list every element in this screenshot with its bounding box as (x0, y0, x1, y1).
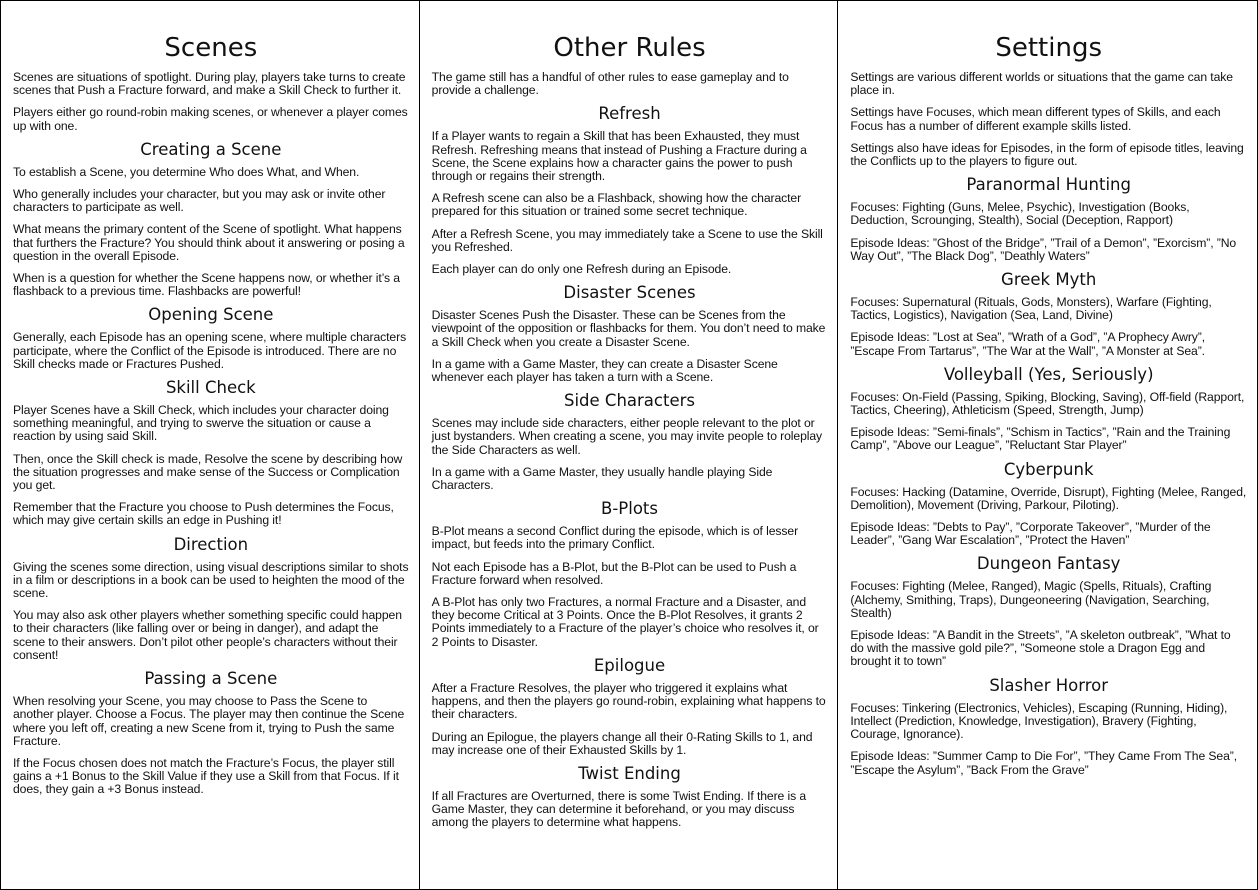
section-heading: Paranormal Hunting (966, 175, 1131, 195)
intro (13, 71, 409, 133)
paragraph: Settings also have ideas for Episodes, in the form of episode titles, leaving the Conflicts up to the players to figure out. (850, 140, 1244, 169)
section-heading: Skill Check (165, 378, 256, 398)
paragraph: If the Focus chosen does not match the Fracture’s Focus, the player still gains a +1 Bonus to the Skill Value if they use a Skill from that Focus. If it does, they gain a +3 Bonus instead. (13, 755, 399, 797)
paragraph: To establish a Scene, you determine Who does What, and When. (13, 164, 360, 179)
paragraph: Focuses: Supernatural (Rituals, Gods, Monsters), Warfare (Fighting, Tactics, Logistics), Navigation (Sea, Land, Divine) (850, 295, 1212, 323)
column-title: Settings (995, 33, 1102, 63)
column-title: Other Rules (553, 33, 706, 63)
paragraph: Scenes may include side characters, either people relevant to the plot or just bystanders. When creating a scene, you may invite people to roleplay the Side Characters as well. (431, 416, 823, 457)
paragraph: Focuses: Hacking (Datamine, Override, Disrupt), Fighting (Melee, Ranged, Demolition), Movement (Driving, Parkour, Piloting). (850, 484, 1247, 512)
paragraph: When is a question for whether the Scene happens now, or whether it’s a flashback to a previous time. Flashbacks are powerful! (13, 271, 400, 299)
column-title: Scenes (164, 33, 258, 63)
paragraph: Settings are various different worlds or situations that the game can take place in. (850, 70, 1233, 98)
section-heading: Side Characters (564, 391, 695, 411)
paragraph: Focuses: On-Field (Passing, Spiking, Blocking, Saving), Off-field (Rapport, Tactics, Cheering), Athleticism (Speed, Strength, Jump) (850, 389, 1245, 418)
paragraph: Episode Ideas: ”Debts to Pay”, ”Corporate Takeover”, ”Murder of the Leader”, ”Gang War Escalation”, ”Protect the Haven” (850, 520, 1211, 548)
section-heading: Greek Myth (1001, 270, 1097, 290)
column-other-rules (420, 1, 839, 889)
paragraph: Generally, each Episode has an opening scene, where multiple characters participate, where the Conflict of the Episode is introduced. There are no Skill checks made or Fractures Pushed. (13, 330, 407, 371)
paragraph: Who generally includes your character, but you may ask or invite other characters to participate as well. (13, 187, 386, 215)
paragraph: If all Fractures are Overturned, there is some Twist Ending. If there is a Game Master, they can determine it beforehand, or you may discuss among the players to determine what happens. (431, 788, 807, 830)
paragraph: Giving the scenes some direction, using visual descriptions similar to shots in a film or descriptions in a book can be used to heighten the mood of the scene. (13, 559, 409, 601)
paragraph: Focuses: Fighting (Melee, Ranged), Magic (Spells, Rituals), Crafting (Alchemy, Smithing, Traps), Dungeoneering (Navigation, Searching, Stealth) (850, 579, 1212, 620)
column-settings (838, 1, 1257, 889)
paragraph: Episode Ideas: ”Lost at Sea”, ”Wrath of a God”, ”A Prophecy Awry”, ”Escape From Tartarus”, ”The War at the Wall”, ”A Monster at Sea”. (850, 330, 1206, 358)
paragraph: A Refresh scene can also be a Flashback, showing how the character prepared for this situation or trained some secret technique. (431, 191, 802, 219)
section-heading: Epilogue (593, 655, 666, 675)
section-passing-a-scene (13, 668, 409, 796)
paragraph: Settings have Focuses, which mean different types of Skills, and each Focus has a number of different example skills listed. (850, 105, 1221, 133)
section-paranormal-hunting (850, 174, 1247, 263)
section-heading: Volleyball (Yes, Seriously) (943, 364, 1154, 384)
section-heading: Opening Scene (148, 305, 274, 325)
section-heading: Dungeon Fantasy (976, 554, 1121, 574)
section-dungeon-fantasy (850, 553, 1247, 668)
paragraph: If a Player wants to regain a Skill that has been Exhausted, they must Refresh. Refreshing means that instead of Pushing a Fracture during a Scene, the Scene explains how a character gains the power to push through or regains their strength. (431, 129, 807, 184)
paragraph: A B-Plot has only two Fractures, a normal Fracture and a Disaster, and they become Critical at 3 Points. Once the B-Plot Resolves, it grants 2 Points immediately to a Fracture of the player’s choice who resolves it, or 2 Points to Disaster. (431, 595, 819, 649)
paragraph: Focuses: Tinkering (Electronics, Vehicles), Escaping (Running, Hiding), Intellect (Prediction, Knowledge, Investigation), Bravery (Fighting, Courage, Ignorance). (850, 700, 1228, 742)
paragraph: Scenes are situations of spotlight. During play, players take turns to create scenes that Push a Fracture forward, and make a Skill Check to further it. (13, 70, 406, 98)
section-heading: Direction (173, 534, 249, 554)
section-heading: Creating a Scene (140, 139, 282, 159)
paragraph: During an Epilogue, the players change all their 0-Rating Skills to 1, and may increase one of their Exhausted Skills by 1. (431, 729, 813, 757)
paragraph: Episode Ideas: ”A Bandit in the Streets”, ”A skeleton outbreak”, ”What to do with the massive gold pile?”, ”Someone stole a Dragon Egg and brought it to town” (850, 628, 1231, 669)
intro (850, 71, 1247, 168)
column-scenes (1, 1, 420, 889)
section-greek-myth (850, 269, 1247, 358)
section-heading: Refresh (598, 104, 661, 124)
paragraph: B-Plot means a second Conflict during the episode, which is of lesser impact, but feeds into the primary Conflict. (431, 524, 799, 552)
paragraph: The game still has a handful of other rules to ease gameplay and to provide a challenge. (431, 70, 789, 98)
section-direction (13, 534, 409, 662)
section-heading: Slasher Horror (989, 675, 1109, 695)
section-heading: Passing a Scene (144, 669, 278, 689)
paragraph: Not each Episode has a B-Plot, but the B-Plot can be used to Push a Fracture forward when resolved. (431, 559, 797, 587)
section-twist-ending (432, 763, 828, 830)
paragraph: In a game with a Game Master, they usually handle playing Side Characters. (431, 464, 773, 493)
paragraph: Player Scenes have a Skill Check, which includes your character doing something meaningful, and trying to swerve the situation or cause a reaction by using said Skill. (13, 403, 389, 444)
paragraph: What means the primary content of the Scene of spotlight. What happens that furthers the Fracture? You should think about it answering or posing a question in the overall Episode. (13, 222, 405, 263)
paragraph: You may also ask other players whether something specific could happen to their characters (like falling over or being in danger), and adapt the scene to their answers. Don’t pilot other people’s characters without their consent! (13, 608, 402, 662)
paragraph: Players either go round-robin making scenes, or whenever a player comes up with one. (13, 105, 408, 133)
section-epilogue (432, 655, 828, 757)
paragraph: Remember that the Fracture you choose to Push determines the Focus, which may give certain skills an edge in Pushing it! (13, 500, 394, 528)
paragraph: Focuses: Fighting (Guns, Melee, Psychic), Investigation (Books, Deduction, Scrounging, Stealth), Social (Deception, Rapport) (850, 200, 1190, 228)
section-heading: Twist Ending (578, 763, 681, 783)
section-heading: Cyberpunk (1003, 459, 1094, 479)
paragraph: Then, once the Skill check is made, Resolve the scene by describing how the situation progresses and make sense of the Success or Complication you get. (13, 451, 403, 493)
paragraph: Each player can do only one Refresh during an Episode. (431, 262, 732, 277)
section-slasher-horror (850, 675, 1247, 777)
section-disaster-scenes (432, 282, 828, 384)
paragraph: Episode Ideas: ”Semi-finals”, ”Schism in Tactics”, ”Rain and the Training Camp”, ”Above our League”, ”Reluctant Star Player” (850, 425, 1231, 453)
intro (432, 71, 828, 97)
paragraph: Episode Ideas: ”Ghost of the Bridge”, ”Trail of a Demon”, ”Exorcism”, ”No Way Out”, ”The Black Dog”, ”Deathly Waters” (850, 235, 1237, 263)
section-opening-scene (13, 304, 409, 371)
paragraph: When resolving your Scene, you may choose to Pass the Scene to another player. Choose a Focus. The player may then continue the Scene where you left off, creating a new Scene from it, trying to Push the same Fracture. (13, 694, 405, 748)
paragraph: Disaster Scenes Push the Disaster. These can be Scenes from the viewpoint of the opposition or flashbacks for them. You don’t need to make a Skill Check when you create a Disaster Scene. (431, 308, 826, 349)
section-cyberpunk (850, 459, 1247, 548)
section-heading: Disaster Scenes (563, 283, 696, 303)
paragraph: After a Refresh Scene, you may immediately take a Scene to use the Skill you Refreshed. (431, 226, 823, 254)
paragraph: Episode Ideas: ”Summer Camp to Die For”, ”They Came From The Sea”, ”Escape the Asylum”, ”Back From the Grave” (850, 749, 1238, 777)
section-heading: B-Plots (601, 499, 658, 519)
section-b-plots (432, 498, 828, 649)
paragraph: After a Fracture Resolves, the player who triggered it explains what happens, and then the players go round-robin, explaining what happens to their characters. (431, 680, 826, 722)
section-volleyball-yes-seriously (850, 364, 1247, 453)
section-side-characters (432, 390, 828, 492)
section-refresh (432, 103, 828, 276)
section-creating-a-scene (13, 139, 409, 299)
section-skill-check (13, 377, 409, 528)
paragraph: In a game with a Game Master, they can create a Disaster Scene whenever each player has taken a turn with a Scene. (431, 356, 778, 385)
